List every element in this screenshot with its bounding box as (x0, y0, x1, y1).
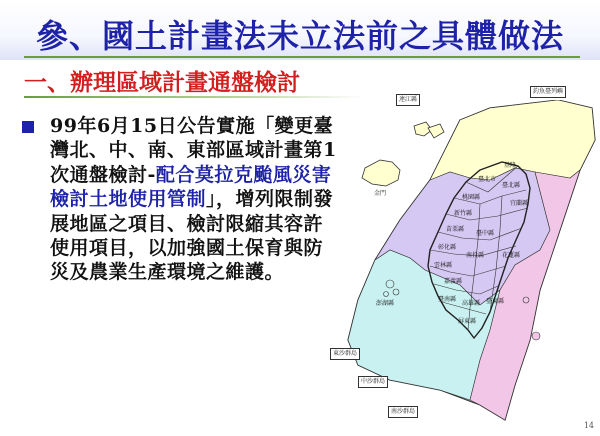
county-taichung: 臺中縣 (476, 230, 495, 237)
penghu-islet-3 (384, 292, 389, 297)
bullet-text (50, 114, 340, 285)
taiwan-region-map (330, 88, 600, 432)
subtitle-divider (24, 96, 364, 98)
title-underline (24, 56, 580, 58)
zhongsha-box: 中沙群島 (358, 376, 388, 388)
bullet-text-highlight: 配合莫拉克颱風災害檢討土地使用管制 (50, 163, 332, 211)
penghu-islet-2 (393, 289, 399, 295)
diaoyutai-box: 釣魚臺列嶼 (530, 86, 566, 98)
county-yilan: 宜蘭縣 (510, 200, 529, 207)
kinmen-label: 金門 (374, 190, 387, 197)
county-penghu: 澎湖縣 (376, 300, 395, 307)
county-kaohsiung: 高雄縣 (462, 300, 481, 307)
county-chiayi: 嘉義縣 (444, 278, 463, 285)
county-newtaipei: 臺北縣 (502, 182, 521, 189)
matsu-islet-2 (428, 124, 444, 138)
county-taoyuan: 桃園縣 (462, 194, 481, 201)
section-subtitle: 一、辦理區域計畫通盤檢討 (24, 69, 300, 96)
nansha-box: 南沙群島 (388, 406, 418, 418)
bullet-square-icon (22, 121, 34, 133)
orchid-islet (532, 332, 540, 340)
bullet-text-part3: 」，增列限制發展地區之項目、檢討限縮其容許使用項目，以加強國土保育與防災及農業生產環境之維護。 (50, 188, 334, 284)
county-nantou: 南投縣 (466, 252, 485, 259)
county-yunlin: 雲林縣 (434, 262, 453, 269)
county-changhua: 彰化縣 (438, 244, 457, 251)
bullet-text-part1: 99年6月15日公告實施「變更臺灣北、中、南、東部區域計畫第1次通盤檢討- (50, 115, 337, 186)
county-pingtung: 屏東縣 (458, 318, 477, 325)
county-hsinchu: 新竹縣 (454, 210, 473, 217)
matsu-box: 連江縣 (396, 94, 420, 106)
county-miaoli: 苗栗縣 (446, 226, 465, 233)
green-islet (523, 297, 529, 303)
slide-title: 參、國土計畫法未立法前之具體做法 (36, 17, 565, 55)
page-number: 14 (583, 421, 594, 430)
county-tainan: 臺南縣 (438, 296, 457, 303)
county-taitung: 臺東縣 (486, 298, 505, 305)
county-keelung: 基隆 (504, 162, 517, 169)
county-hualien: 花蓮縣 (502, 252, 521, 259)
kinmen-islet (362, 160, 400, 186)
penghu-islet-1 (386, 280, 394, 288)
county-taipei: 臺北市 (478, 176, 497, 183)
dongsha-box: 東沙群島 (330, 348, 360, 360)
